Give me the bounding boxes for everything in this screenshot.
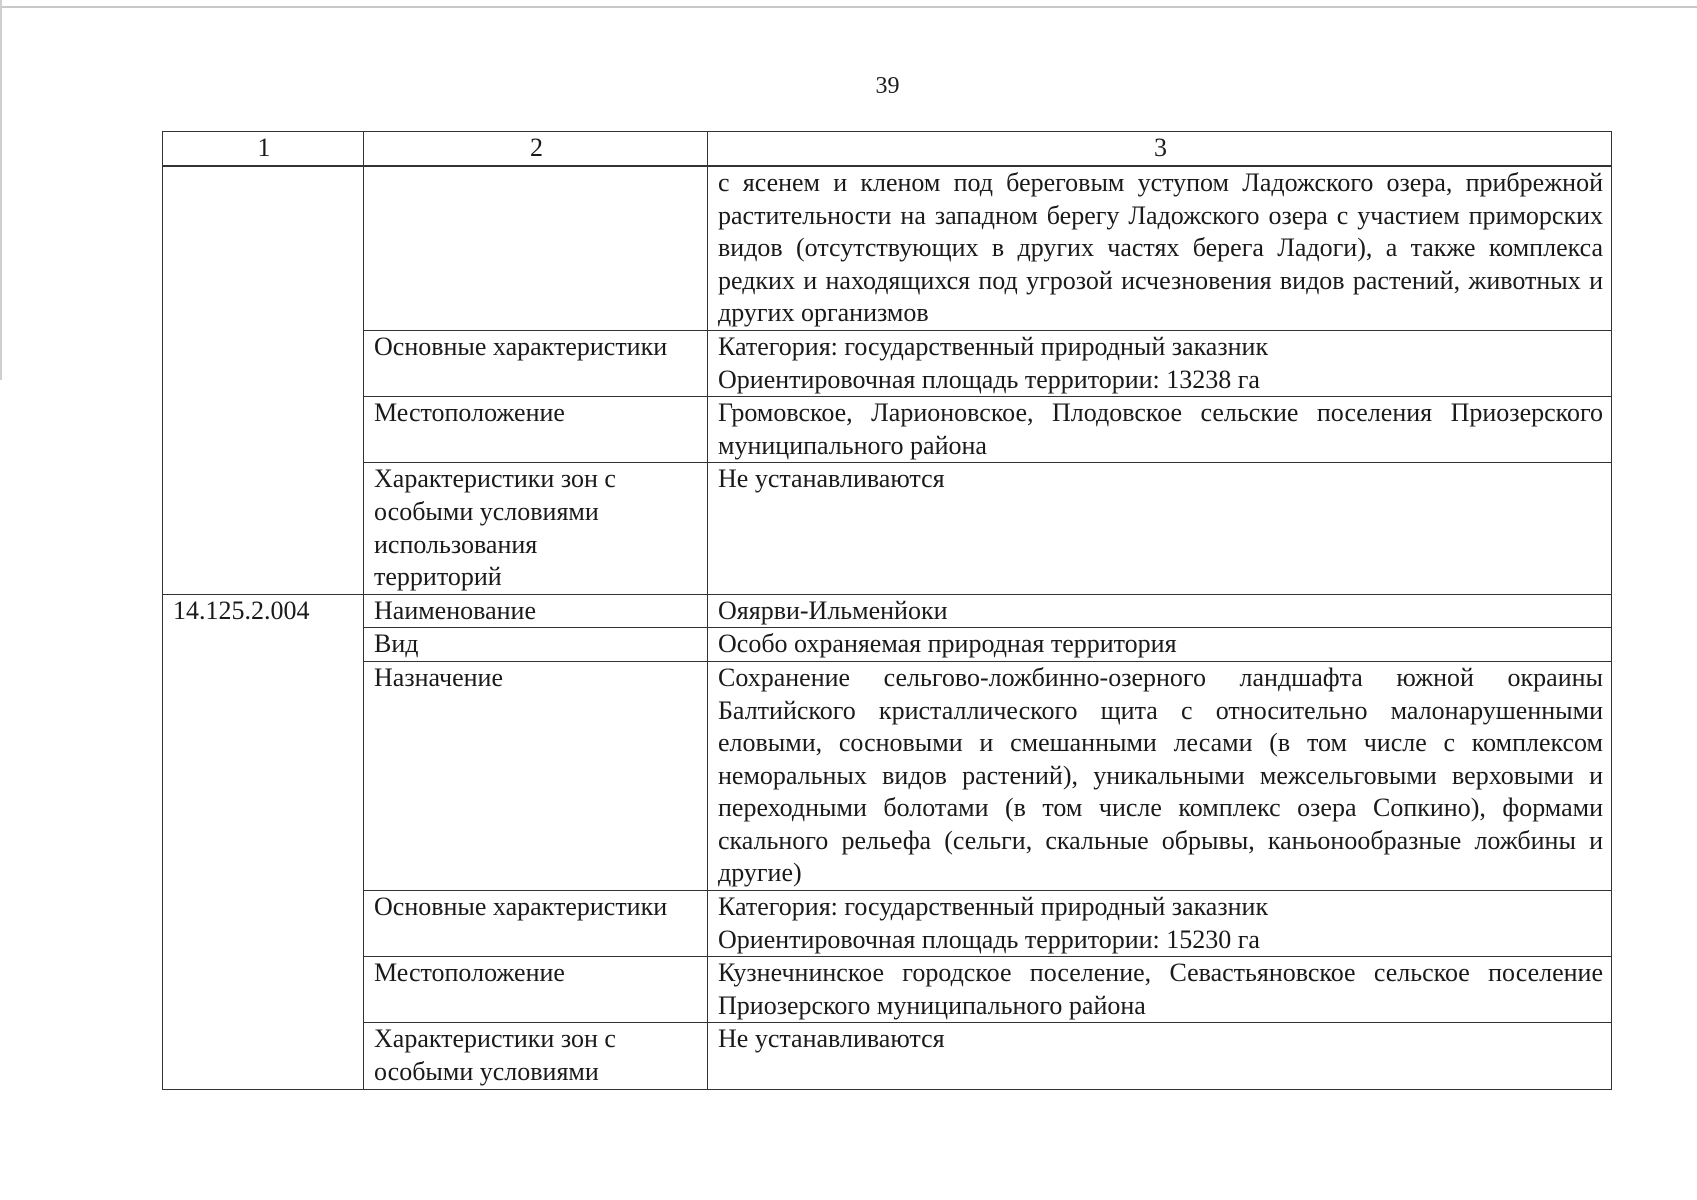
table-row [163, 397, 1612, 463]
document-table [162, 131, 1612, 1090]
type-label: Вид [364, 628, 708, 662]
location-label: Местоположение [364, 397, 708, 463]
header-col-3: 3 [708, 132, 1612, 167]
location-value: Громовское, Ларионовское, Плодовское сельские поселения Приозерского муниципального района [708, 397, 1612, 463]
area-line: Ориентировочная площадь территории: 13238 га [718, 364, 1260, 394]
table-row [163, 330, 1612, 396]
header-col-2: 2 [364, 132, 708, 167]
zones-label-text: Характеристики зон с особыми условиями [374, 1024, 616, 1087]
scan-edge-left [0, 0, 2, 380]
category-line: Категория: государственный природный заказник [718, 892, 1269, 922]
location-label: Местоположение [364, 957, 708, 1023]
code-cell-empty [163, 166, 364, 594]
table-row [163, 594, 1612, 628]
zones-label [364, 1023, 708, 1089]
table-row [163, 661, 1612, 890]
table-row [163, 166, 1612, 330]
label-cell-empty [364, 166, 708, 330]
table-row [163, 628, 1612, 662]
table-row [163, 463, 1612, 594]
header-col-1: 1 [163, 132, 364, 167]
purpose-label: Назначение [364, 661, 708, 890]
name-value: Ояярви-Ильменйоки [708, 594, 1612, 628]
characteristics-label: Основные характеристики [364, 330, 708, 396]
table-row [163, 957, 1612, 1023]
object-code: 14.125.2.004 [163, 594, 364, 1089]
name-label: Наименование [364, 594, 708, 628]
zones-value: Не устанавливаются [708, 463, 1612, 594]
page-number: 39 [875, 73, 900, 99]
purpose-value: Сохранение сельгово-ложбинно-озерного ландшафта южной окраины Балтийского кристаллического щита с относительно малонарушенными еловыми, сосновыми и смешанными лесами (в том числе с комплексом неморальных видов растений), уникальными межсельговыми верховыми и переходными болотами (в том числе комплекс озера Сопкино), формами скального рельефа (сельги, скальные обрывы, каньонообразные ложбины и другие) [708, 661, 1612, 890]
zones-value: Не устанавливаются [708, 1023, 1612, 1089]
characteristics-value [708, 330, 1612, 396]
location-value: Кузнечнинское городское поселение, Севастьяновское сельское поселение Приозерского муниципального района [708, 957, 1612, 1023]
type-value: Особо охраняемая природная территория [708, 628, 1612, 662]
characteristics-label: Основные характеристики [364, 891, 708, 957]
table-row [163, 891, 1612, 957]
area-line: Ориентировочная площадь территории: 15230 га [718, 924, 1260, 954]
purpose-continuation: с ясенем и кленом под береговым уступом Ладожского озера, прибрежной растительности на западном берегу Ладожского озера с участием приморских видов (отсутствующих в других частях берега Ладоги), а также комплекса редких и находящихся под угрозой исчезновения видов растений, животных и других организмов [708, 166, 1612, 330]
zones-label-text: Характеристики зон с особыми условиями использования территорий [374, 464, 616, 592]
table-header-row [163, 132, 1612, 167]
table-row [163, 1023, 1612, 1089]
category-line: Категория: государственный природный заказник [718, 331, 1269, 361]
characteristics-value [708, 891, 1612, 957]
zones-label [364, 463, 708, 594]
scan-edge-top [0, 6, 1697, 8]
